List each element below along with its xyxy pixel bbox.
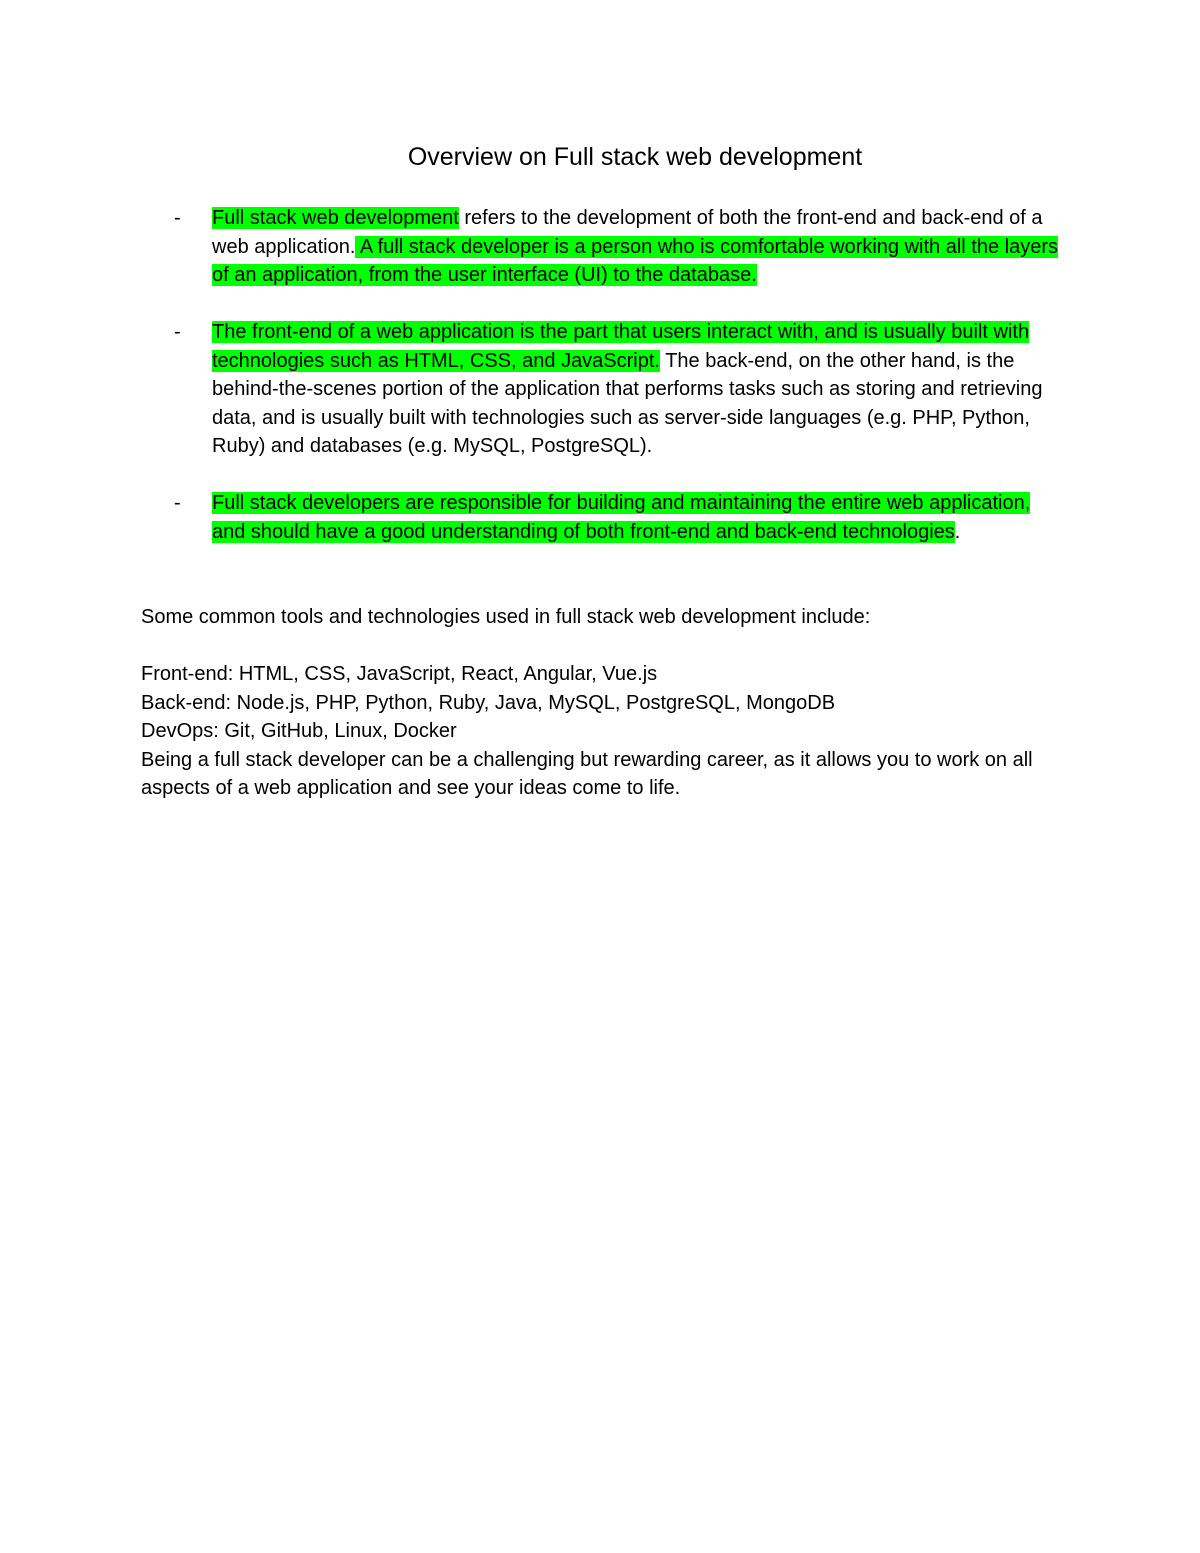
closing-paragraph: Being a full stack developer can be a challenging but rewarding career, as it allows you to work on all aspects of a web application and see your ideas come to life. <box>141 748 1033 799</box>
highlighted-text: A full stack developer is a person who is comfortable working with all the layers of an application, from the user interface (UI) to the database. <box>212 235 1058 286</box>
list-item <box>141 489 1061 546</box>
intro-paragraph: Some common tools and technologies used in full stack web development include: <box>141 606 871 628</box>
paragraph-text: refers to the development of both the front-end and back-end of a web application. <box>212 207 1043 258</box>
document-title: Overview on Full stack web development <box>407 143 863 171</box>
bullet-marker: - <box>174 492 181 514</box>
paragraph-spacer <box>141 632 1081 661</box>
bullet-list <box>141 204 1061 575</box>
devops-line: DevOps: Git, GitHub, Linux, Docker <box>141 720 457 742</box>
frontend-line: Front-end: HTML, CSS, JavaScript, React, Angular, Vue.js <box>141 663 658 685</box>
list-item <box>141 204 1061 290</box>
highlighted-text: The front-end of a web application is the part that users interact with, and is usually built with technologies such as HTML, CSS, and JavaScript. <box>212 321 1030 372</box>
highlighted-text: Full stack developers are responsible for building and maintaining the entire web application, and should have a good understanding of both front-end and back-end technologies <box>212 492 1031 543</box>
list-item <box>141 318 1061 461</box>
paragraph-text: . <box>954 520 961 543</box>
bullet-marker: - <box>174 207 181 229</box>
body-text <box>141 603 1081 803</box>
backend-line: Back-end: Node.js, PHP, Python, Ruby, Java, MySQL, PostgreSQL, MongoDB <box>141 691 836 714</box>
bullet-marker: - <box>174 321 181 343</box>
paragraph-text: The back-end, on the other hand, is the behind-the-scenes portion of the application that performs tasks such as storing and retrieving data, and is usually built with technologies such as server-side languages (e.g. PHP, Python, Ruby) and databases (e.g. MySQL, PostgreSQL). <box>212 349 1043 457</box>
highlighted-text: Full stack web development <box>212 207 459 229</box>
